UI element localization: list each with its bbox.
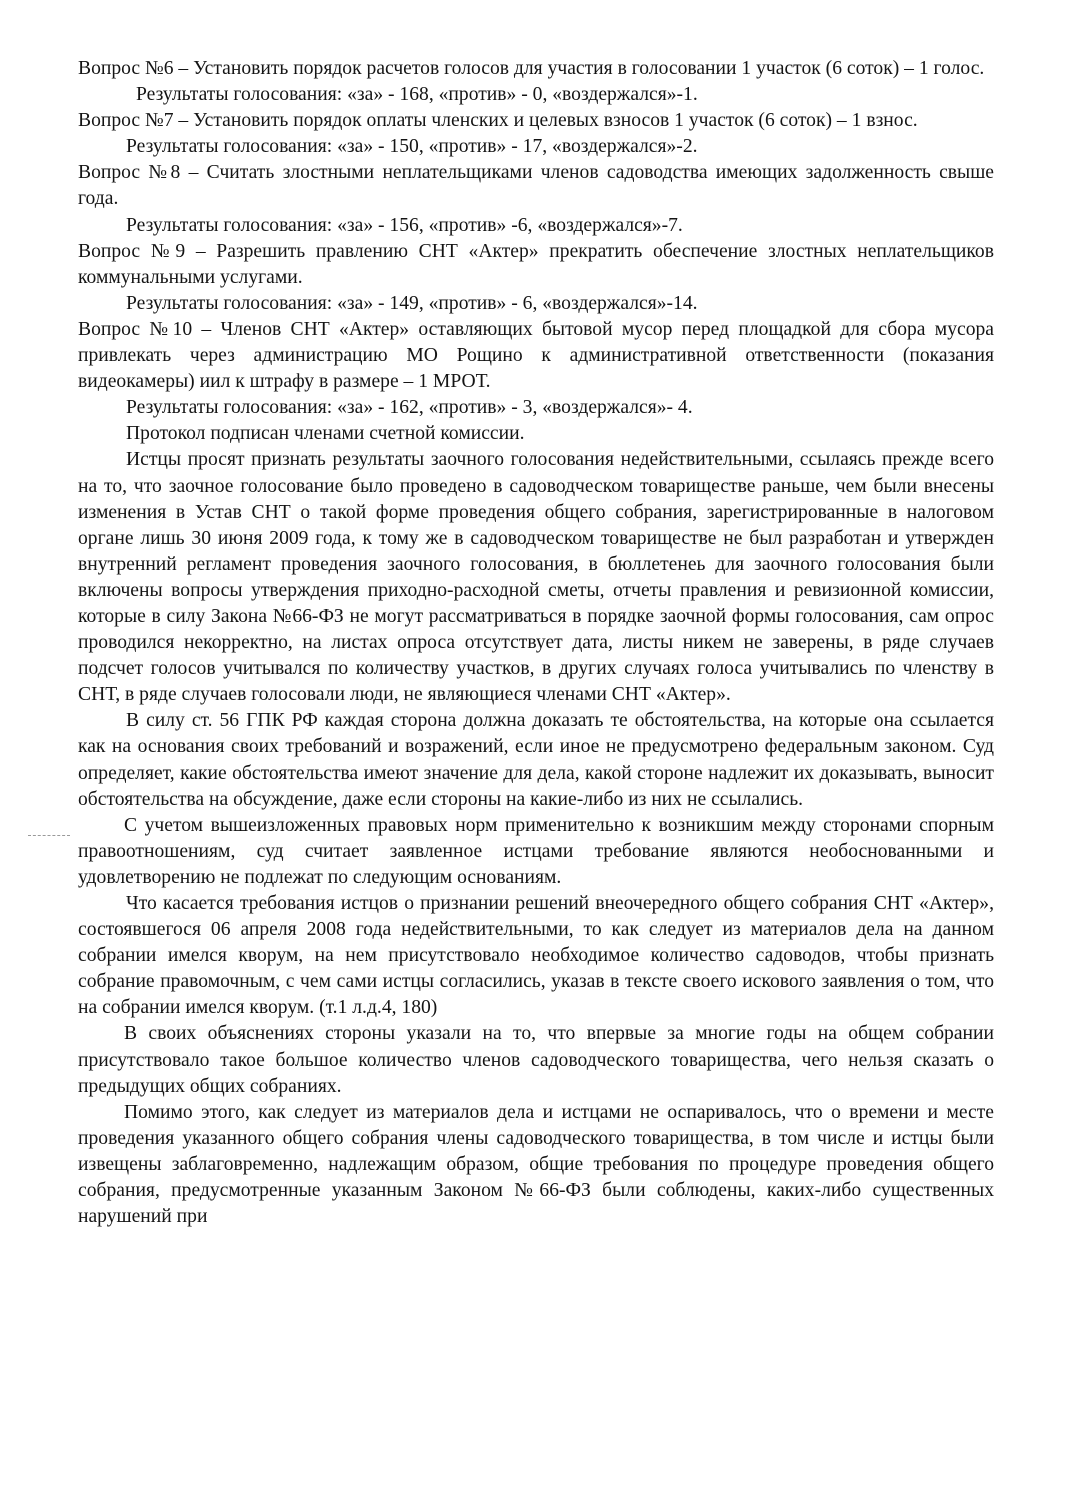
question-9: Вопрос №9 – Разрешить правлению СНТ «Актер» прекратить обеспечение злостных неплательщиков коммунальными услугами. <box>78 240 994 288</box>
question-8: Вопрос №8 – Считать злостными неплательщиками членов садоводства имеющих задолженность свыше года. <box>78 162 994 210</box>
parties-explanations-paragraph: В своих объяснениях стороны указали на то, что впервые за многие годы на общем собрании присутствовало такое большое количество членов садоводческого товарищества, чего нельзя сказать о предыдущих общих собраниях. <box>78 1023 994 1097</box>
voting-result-10: Результаты голосования: «за» - 162, «против» - 3, «воздержался»- 4. <box>126 397 693 419</box>
protocol-signed-note: Протокол подписан членами счетной комиссии. <box>126 423 525 445</box>
question-10: Вопрос №10 – Членов СНТ «Актер» оставляющих бытовой мусор перед площадкой для сбора мусора привлекать через администрацию МО Рощино к административной ответственности (показания видеокамеры) иил к штрафу в размере – 1 МРОТ. <box>78 318 994 393</box>
quorum-paragraph: Что касается требования истцов о признании решений внеочередного общего собрания СНТ «Актер», состоявшегося 06 апреля 2008 года недействительными, то как следует из материалов дела на данном собрании имелся кворум, на нем присутствовало необходимое количество садоводов, чтобы признать собрание правомочным, с чем сами истцы согласились, указав в тексте своего искового заявления о том, что на собрании имелся кворум. (т.1 л.д.4, 180) <box>78 893 994 1019</box>
voting-result-9: Результаты голосования: «за» - 149, «против» - 6, «воздержался»-14. <box>126 292 698 314</box>
voting-result-8: Результаты голосования: «за» - 156, «против» -6, «воздержался»-7. <box>126 214 683 236</box>
voting-result-7: Результаты голосования: «за» - 150, «против» - 17, «воздержался»-2. <box>126 136 698 158</box>
plaintiffs-claims-paragraph: Истцы просят признать результаты заочного голосования недействительными, ссылаясь прежде всего на то, что заочное голосование было проведено в садоводческом товариществе раньше, чем были внесены изменения в Устав СНТ о такой форме проведения общего собрания, зарегистрированные в налоговом органе лишь 30 июня 2009 года, к тому же в садоводческом товариществе не был разработан и утвержден внутренний регламент проведения заочного голосования, в бюллетенеь для заочного голосования были включены вопросы утверждения приходно-расходной сметы, отчеты правления и ревизионной комиссии, которые в силу Закона №66-ФЗ не могут рассматриваться в порядке заочной формы голосования, сам опрос проводился некорректно, на листах опроса отсутствует дата, листы никем не заверены, в ряде случаев подсчет голосов учитывался по количеству участков, в других случаях голоса учитывались по членству в СНТ, в ряде случаев голосовали люди, не являющиеся членами СНТ «Актер». <box>78 449 994 706</box>
question-7: Вопрос №7 – Установить порядок оплаты членских и целевых взносов 1 участок (6 соток) – 1 взнос. <box>78 110 918 132</box>
notification-paragraph: Помимо этого, как следует из материалов дела и истцами не оспаривалось, что о времени и месте проведения указанного общего собрания члены садоводческого товарищества, в том числе и истцы были извещены заблаговременно, надлежащим образом, общие требования по процедуре проведения общего собрания, предусмотренные указанным Законом №66-ФЗ были соблюдены, каких-либо существенных нарушений при <box>78 1101 994 1228</box>
court-conclusion-paragraph: С учетом вышеизложенных правовых норм применительно к возникшим между сторонами спорным правоотношениям, суд считает заявленное истцами требование являются необоснованными и удовлетворению не подлежат по следующим основаниям. <box>78 814 994 888</box>
document-body <box>78 56 994 1230</box>
question-6: Вопрос №6 – Установить порядок расчетов голосов для участия в голосовании 1 участок (6 соток) – 1 голос. <box>78 58 985 79</box>
scan-artifact-line <box>28 835 70 836</box>
gpk-article-56-paragraph: В силу ст. 56 ГПК РФ каждая сторона должна доказать те обстоятельства, на которые она ссылается как на основания своих требований и возражений, если иное не предусмотрено федеральным законом. Суд определяет, какие обстоятельства имеют значение для дела, какой стороне надлежит их доказывать, выносит обстоятельства на обсуждение, даже если стороны на какие-либо из них не ссылались. <box>78 710 994 810</box>
voting-result-6: Результаты голосования: «за» - 168, «против» - 0, «воздержался»-1. <box>136 84 698 106</box>
